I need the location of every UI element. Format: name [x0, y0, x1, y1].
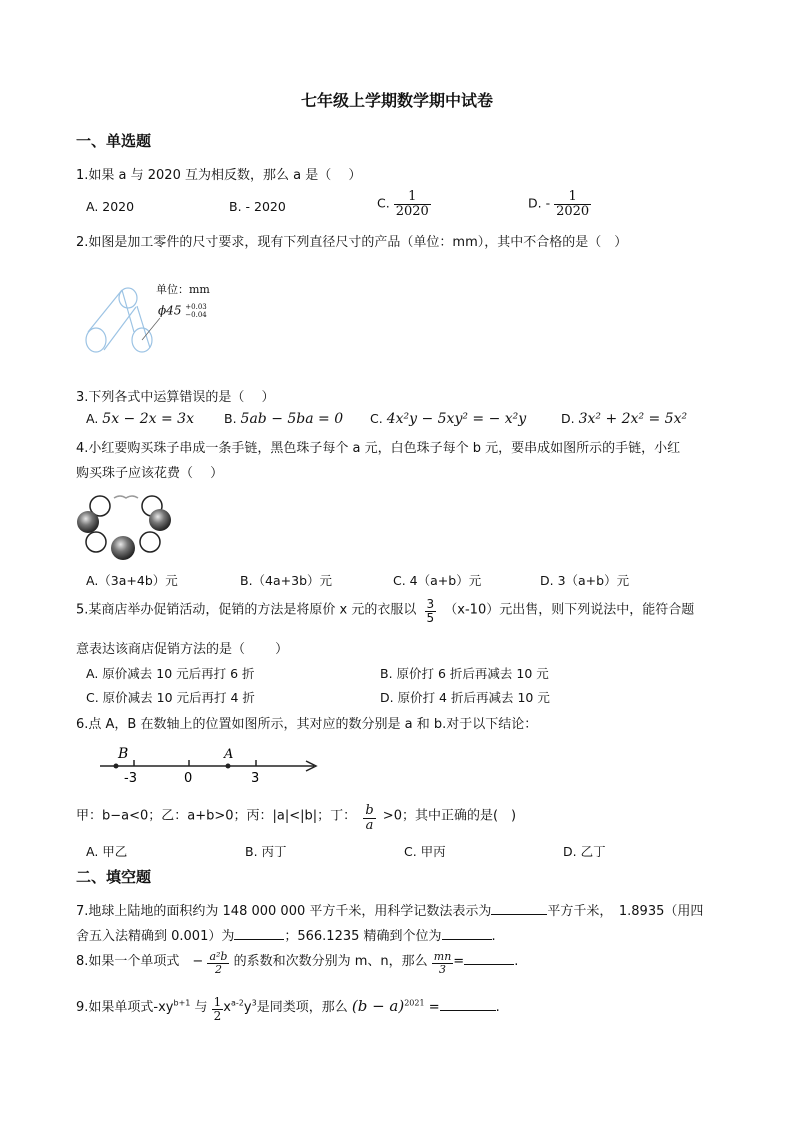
- fraction-denominator: 2: [207, 963, 229, 976]
- label-3: 3: [251, 771, 260, 786]
- fraction-numerator: a²b: [209, 950, 228, 964]
- variable-x: x: [223, 1000, 231, 1015]
- option-a-label: A.: [86, 411, 99, 426]
- conditions-text-post: >0；其中正确的是( ): [382, 808, 517, 824]
- fraction-numerator: 1: [568, 189, 577, 204]
- question-3-option-a: [86, 411, 194, 427]
- fraction-numerator: 3: [426, 597, 435, 611]
- question-1-option-d: [528, 190, 591, 218]
- black-bead: [149, 509, 171, 531]
- question-6-option-d: D. 乙丁: [563, 844, 606, 859]
- fraction: [554, 190, 591, 218]
- page-title: 七年级上学期数学期中试卷: [300, 91, 493, 110]
- question-3-option-b: [224, 411, 343, 427]
- question-7-text-post: 平方千米， 1.8935（用四: [547, 904, 704, 919]
- fraction: [432, 951, 454, 975]
- question-7-text-pre2: 舍五入法精确到 0.001）为: [76, 929, 235, 944]
- question-4-text-line2: 购买珠子应该花费（ ）: [76, 466, 224, 481]
- fraction-denominator: 2020: [556, 203, 590, 219]
- question-3-text: 3.下列各式中运算错误的是（ ）: [76, 390, 275, 405]
- figure-unit-label: 单位：mm: [156, 283, 210, 296]
- question-9-text-mid: 与: [194, 1000, 208, 1015]
- question-5-text-pre: 5.某商店举办促销活动，促销的方法是将原价 x 元的衣服以: [76, 602, 417, 618]
- question-9-text-mid2: 是同类项，那么: [256, 1000, 348, 1015]
- question-9-text-pre: 9.如果单项式-xy: [76, 1000, 174, 1015]
- question-7-text-pre: 7.地球上陆地的面积约为 148 000 000 平方千米，用科学记数法表示为: [76, 904, 492, 919]
- question-4-option-b: B.（4a+3b）元: [240, 573, 333, 588]
- expression: (b − a): [351, 997, 405, 1015]
- white-bead: [140, 532, 160, 552]
- fraction-numerator: 1: [213, 995, 222, 1010]
- bracelet-figure: [74, 490, 178, 562]
- equals-sign: =: [428, 1000, 440, 1015]
- cylinder-edge-mid: [122, 290, 134, 332]
- fraction-denominator: 5: [426, 610, 435, 625]
- question-6-option-c: C. 甲丙: [404, 844, 446, 859]
- option-c-label: C.: [377, 195, 390, 211]
- question-1-option-c: [377, 190, 431, 218]
- question-1-option-b: B. - 2020: [229, 199, 286, 214]
- label-b: B: [118, 746, 129, 762]
- option-c-expression: 4x²y − 5xy² = − x²y: [386, 411, 527, 427]
- question-7-text-line1: [76, 900, 703, 919]
- fraction: [207, 951, 229, 975]
- answer-blank[interactable]: [234, 927, 284, 940]
- question-3-option-c: [370, 411, 526, 427]
- number-line-figure: [96, 738, 326, 786]
- question-8-text-pre: 8.如果一个单项式 −: [76, 954, 204, 969]
- option-d-label: D.: [561, 411, 575, 426]
- question-6-conditions: [76, 804, 516, 832]
- bracelet-clasp: [114, 496, 138, 498]
- answer-blank[interactable]: [464, 952, 514, 965]
- cylinder-edge-top: [88, 290, 122, 332]
- figure-diameter-label: [158, 303, 207, 319]
- question-9-text: [76, 996, 500, 1023]
- fraction: [212, 996, 224, 1022]
- question-4-option-d: D. 3（a+b）元: [540, 573, 630, 588]
- question-5-text-post: （x-10）元出售，则下列说法中，能符合题: [444, 602, 695, 618]
- option-d-label: D. -: [528, 195, 551, 211]
- question-5-option-a: A. 原价减去 10 元后再打 6 折: [86, 666, 255, 681]
- fraction-denominator: 2020: [395, 203, 429, 219]
- fraction: [394, 190, 431, 218]
- question-5-option-c: C. 原价减去 10 元后再打 4 折: [86, 690, 255, 705]
- fraction-numerator: 1: [408, 189, 417, 204]
- question-4-option-c: C. 4（a+b）元: [393, 573, 482, 588]
- tolerance-lower: −0.04: [185, 311, 207, 319]
- fraction-numerator: mn: [433, 950, 452, 964]
- question-5-option-b: B. 原价打 6 折后再减去 10 元: [380, 666, 549, 681]
- fraction-denominator: a: [363, 818, 375, 833]
- question-8-text: [76, 950, 518, 976]
- label-0: 0: [184, 771, 193, 786]
- question-3-option-d: [561, 411, 687, 427]
- cylinder-edge-mid2: [137, 306, 150, 348]
- tolerance: [185, 303, 206, 319]
- diameter-value: ϕ45: [158, 303, 182, 318]
- question-6-text: 6.点 A，B 在数轴上的位置如图所示，其对应的数分别是 a 和 b.对于以下结论：: [76, 717, 538, 732]
- question-5-text-line2: 意表达该商店促销方法的是（ ）: [76, 642, 289, 657]
- answer-blank[interactable]: [442, 927, 492, 940]
- label-a: A: [224, 747, 234, 762]
- tolerance-upper: +0.03: [185, 303, 207, 311]
- question-5-text-line1: [76, 598, 694, 624]
- label-neg3: -3: [124, 771, 137, 786]
- option-b-expression: 5ab − 5ba = 0: [240, 411, 344, 427]
- equals-sign: =: [453, 954, 465, 969]
- answer-blank[interactable]: [440, 998, 496, 1011]
- answer-blank[interactable]: [491, 902, 547, 915]
- section-heading-single-choice: 一、单选题: [76, 132, 152, 150]
- question-9-text-end: .: [495, 1000, 500, 1015]
- cylinder-edge-bottom: [104, 307, 136, 350]
- white-bead: [86, 532, 106, 552]
- option-b-label: B.: [224, 411, 237, 426]
- question-1-text: 1.如果 a 与 2020 互为相反数，那么 a 是（ ）: [76, 168, 362, 183]
- black-bead: [77, 511, 99, 533]
- question-4-option-a: A.（3a+4b）元: [86, 573, 178, 588]
- question-7-text-mid: ；566.1235 精确到个位为: [284, 929, 442, 944]
- question-2-text: 2.如图是加工零件的尺寸要求，现有下列直径尺寸的产品（单位：mm），其中不合格的是（ ）: [76, 235, 628, 250]
- option-a-expression: 5x − 2x = 3x: [102, 411, 194, 427]
- variable-y: y: [243, 1000, 252, 1015]
- option-c-label: C.: [370, 411, 383, 426]
- black-bead: [111, 536, 135, 560]
- question-7-text-line2: [76, 925, 496, 944]
- fraction: [363, 804, 375, 832]
- question-8-text-end: .: [514, 954, 519, 969]
- question-8-text-mid: 的系数和次数分别为 m、n，那么: [233, 954, 428, 969]
- point-b: [114, 764, 119, 769]
- superscript: b+1: [173, 998, 191, 1008]
- section-heading-fill-in: 二、填空题: [76, 868, 152, 886]
- superscript: a-2: [231, 998, 244, 1008]
- fraction-numerator: b: [365, 803, 374, 818]
- superscript: 2021: [404, 998, 425, 1008]
- fraction-denominator: 2: [213, 1009, 222, 1023]
- point-a: [226, 764, 231, 769]
- fraction: [425, 598, 437, 624]
- question-4-text-line1: 4.小红要购买珠子串成一条手链，黑色珠子每个 a 元，白色珠子每个 b 元，要串成如图所示的手链，小红: [76, 441, 681, 456]
- fraction-denominator: 3: [432, 963, 454, 976]
- question-6-option-b: B. 丙丁: [245, 844, 287, 859]
- question-5-option-d: D. 原价打 4 折后再减去 10 元: [380, 690, 550, 705]
- question-6-option-a: A. 甲乙: [86, 844, 128, 859]
- question-7-text-end: .: [491, 929, 496, 944]
- question-1-option-a: A. 2020: [86, 199, 135, 214]
- superscript: 3: [251, 998, 257, 1008]
- conditions-text-pre: 甲：b−a<0；乙：a+b>0；丙：|a|<|b|；丁：: [76, 808, 357, 824]
- option-d-expression: 3x² + 2x² = 5x²: [578, 411, 688, 427]
